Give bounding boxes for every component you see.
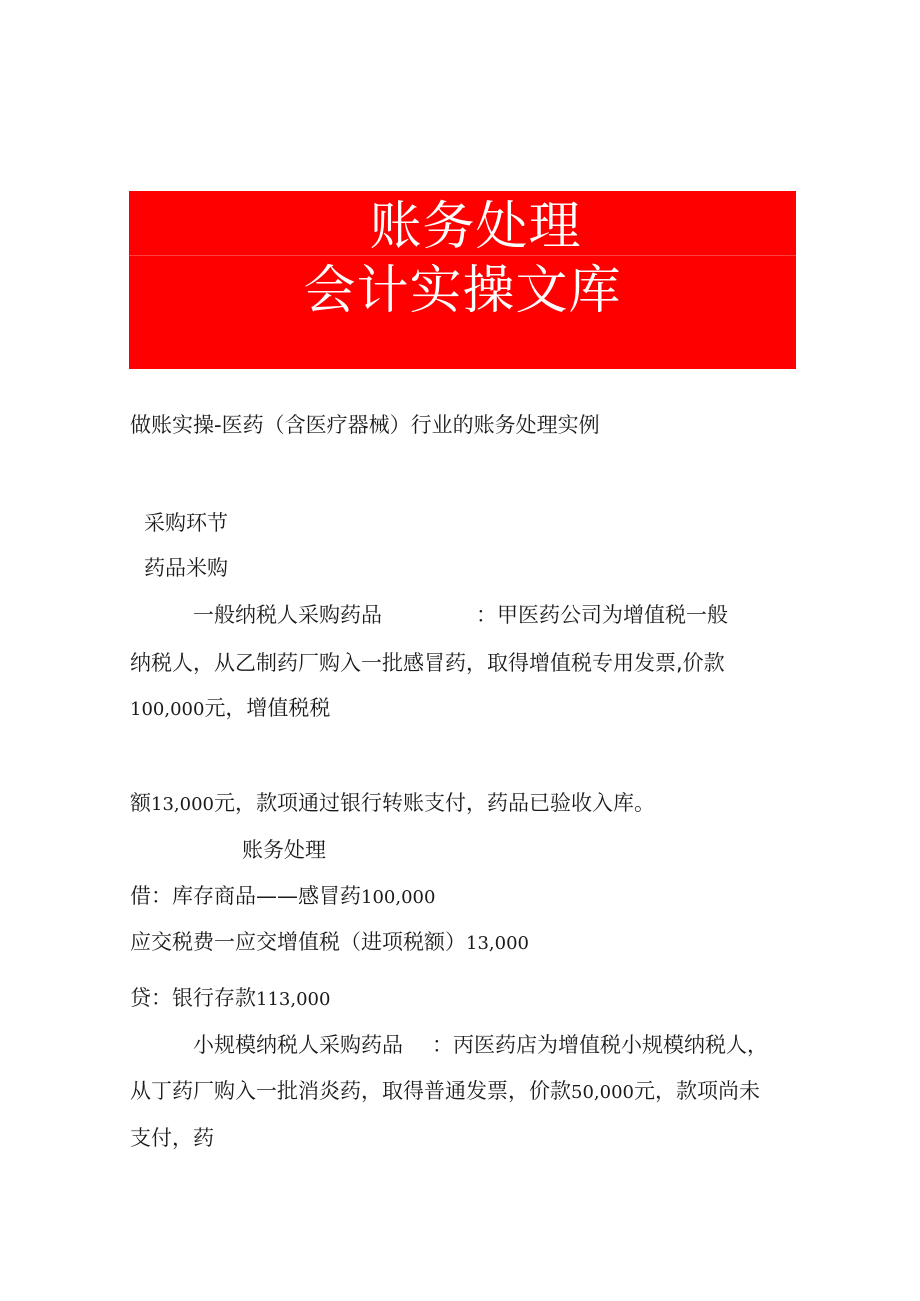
- paragraph2-line3: 支付，药: [130, 1126, 214, 1150]
- paragraph2-heading: 小规模纳税人采购药品: [193, 1033, 403, 1057]
- credit-amount: 113,000: [256, 989, 331, 1010]
- paragraph2-line2: [130, 1077, 760, 1107]
- paragraph1-line3: [130, 694, 330, 724]
- debit1-label: 借：库存商品——感冒药: [130, 884, 361, 908]
- debit2-amount: 13,000: [466, 933, 529, 954]
- paragraph1-line4-prefix: 额: [130, 791, 151, 815]
- amount-tax: 13,000: [151, 794, 214, 815]
- paragraph1-line4-text: 元，款项通过银行转账支付，药品已验收入库。: [213, 791, 655, 815]
- banner-title-line2: 会计实操文库: [303, 261, 622, 321]
- paragraph1-line2: 纳税人，从乙制药厂购入一批感冒药，取得增值税专用发票,价款: [130, 651, 725, 675]
- paragraph2-line1: ：丙医药店为增值税小规模纳税人，: [432, 1033, 768, 1057]
- paragraph1-line3-text: 元，增值税税: [204, 696, 331, 720]
- journal-debit-inventory: [130, 882, 435, 912]
- journal-debit-tax: [130, 928, 529, 958]
- credit-label: 贷：银行存款: [130, 986, 256, 1010]
- debit2-label: 应交税费一应交增值税（进项税额）: [130, 930, 466, 954]
- paragraph1-heading: 一般纳税人采购药品: [193, 603, 382, 627]
- paragraph1-line4: [130, 789, 655, 819]
- section-heading-purchase: 采购环节: [144, 511, 228, 535]
- journal-credit-bank: [130, 984, 330, 1014]
- amount-price-2: 50,000: [571, 1082, 634, 1103]
- amount-price: 100,000: [130, 699, 205, 720]
- banner-title-line1: 账务处理: [369, 197, 582, 257]
- paragraph2-line2-text: 元，款项尚未: [633, 1079, 760, 1103]
- entry-heading: 账务处理: [242, 838, 326, 862]
- debit1-amount: 100,000: [361, 887, 436, 908]
- paragraph1-line1: ：甲医药公司为增值税一般: [476, 603, 728, 627]
- paragraph2-line2-prefix: 从丁药厂购入一批消炎药，取得普通发票，价款: [130, 1079, 571, 1103]
- document-title: 做账实操-医药（含医疗器械）行业的账务处理实例: [130, 413, 600, 437]
- header-banner: [129, 191, 796, 369]
- subsection-heading-drug-purchase: 药品米购: [144, 556, 228, 580]
